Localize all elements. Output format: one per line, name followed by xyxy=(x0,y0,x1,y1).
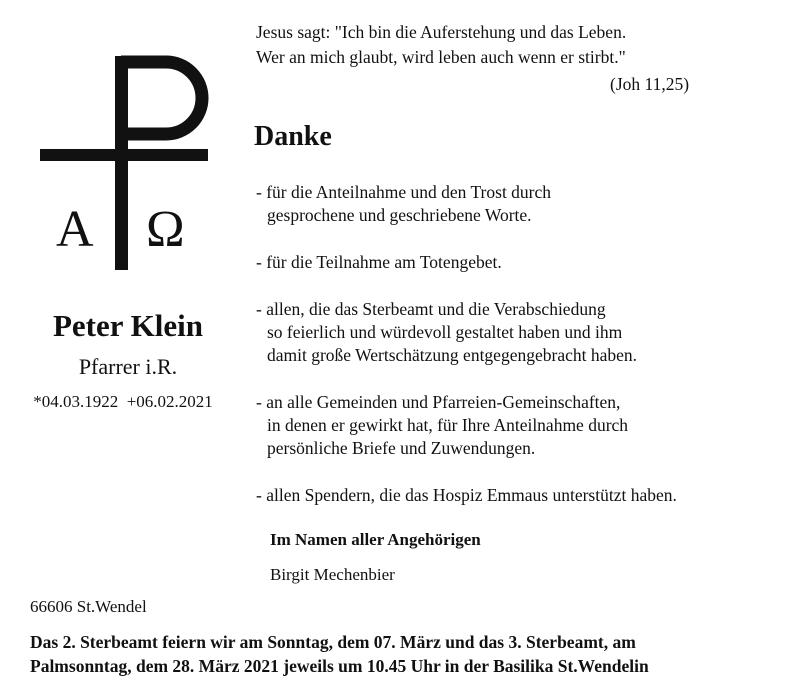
thanks-item xyxy=(256,484,786,507)
alpha-letter: A xyxy=(56,201,94,258)
deceased-dates: *04.03.1922 +06.02.2021 xyxy=(33,392,213,411)
service-announcement xyxy=(30,630,790,678)
rho-loop xyxy=(121,62,202,134)
thanks-heading: Danke xyxy=(254,121,332,152)
thanks-item-line: - an alle Gemeinden und Pfarreien-Gemeinschaften, xyxy=(256,392,621,412)
thanks-list xyxy=(256,181,786,531)
thanks-item xyxy=(256,298,786,367)
thanks-item-line: - für die Anteilnahme und den Trost durch xyxy=(256,182,552,202)
quote-reference: (Joh 11,25) xyxy=(610,74,690,94)
thanks-item xyxy=(256,181,786,227)
deceased-name: Peter Klein xyxy=(52,308,204,343)
bible-quote xyxy=(256,20,626,70)
thanks-item xyxy=(256,251,786,274)
thanks-item-line: gesprochene und geschriebene Worte. xyxy=(267,205,532,225)
thanks-item-line: persönliche Briefe und Zuwendungen. xyxy=(267,438,536,458)
cross-horizontal-bar xyxy=(40,149,208,161)
deceased-role: Pfarrer i.R. xyxy=(78,354,178,379)
announcement-line: Das 2. Sterbeamt feiern wir am Sonntag, dem 07. März und das 3. Sterbeamt, am xyxy=(30,632,636,652)
location: 66606 St.Wendel xyxy=(30,597,147,616)
signature-title: Im Namen aller Angehörigen xyxy=(270,530,481,549)
thanks-item-line: - allen Spendern, die das Hospiz Emmaus unterstützt haben. xyxy=(256,485,677,505)
thanks-item-line: - für die Teilnahme am Totengebet. xyxy=(256,252,502,272)
cross-vertical-bar xyxy=(115,56,128,270)
chi-rho-alpha-omega-icon xyxy=(36,54,212,272)
thanks-item-line: in denen er gewirkt hat, für Ihre Anteilnahme durch xyxy=(267,415,629,435)
thanks-item-line: - allen, die das Sterbeamt und die Verabschiedung xyxy=(256,299,606,319)
announcement-line: Palmsonntag, dem 28. März 2021 jeweils um 10.45 Uhr in der Basilika St.Wendelin xyxy=(30,656,649,676)
quote-line: Jesus sagt: "Ich bin die Auferstehung und das Leben. xyxy=(256,22,627,42)
omega-letter: Ω xyxy=(146,201,185,258)
thanks-item xyxy=(256,391,786,460)
thanks-item-line: so feierlich und würdevoll gestaltet haben und ihm xyxy=(267,322,623,342)
thanks-item-line: damit große Wertschätzung entgegengebracht haben. xyxy=(267,345,637,365)
quote-line: Wer an mich glaubt, wird leben auch wenn er stirbt." xyxy=(256,47,626,67)
signature-name: Birgit Mechenbier xyxy=(270,565,395,584)
